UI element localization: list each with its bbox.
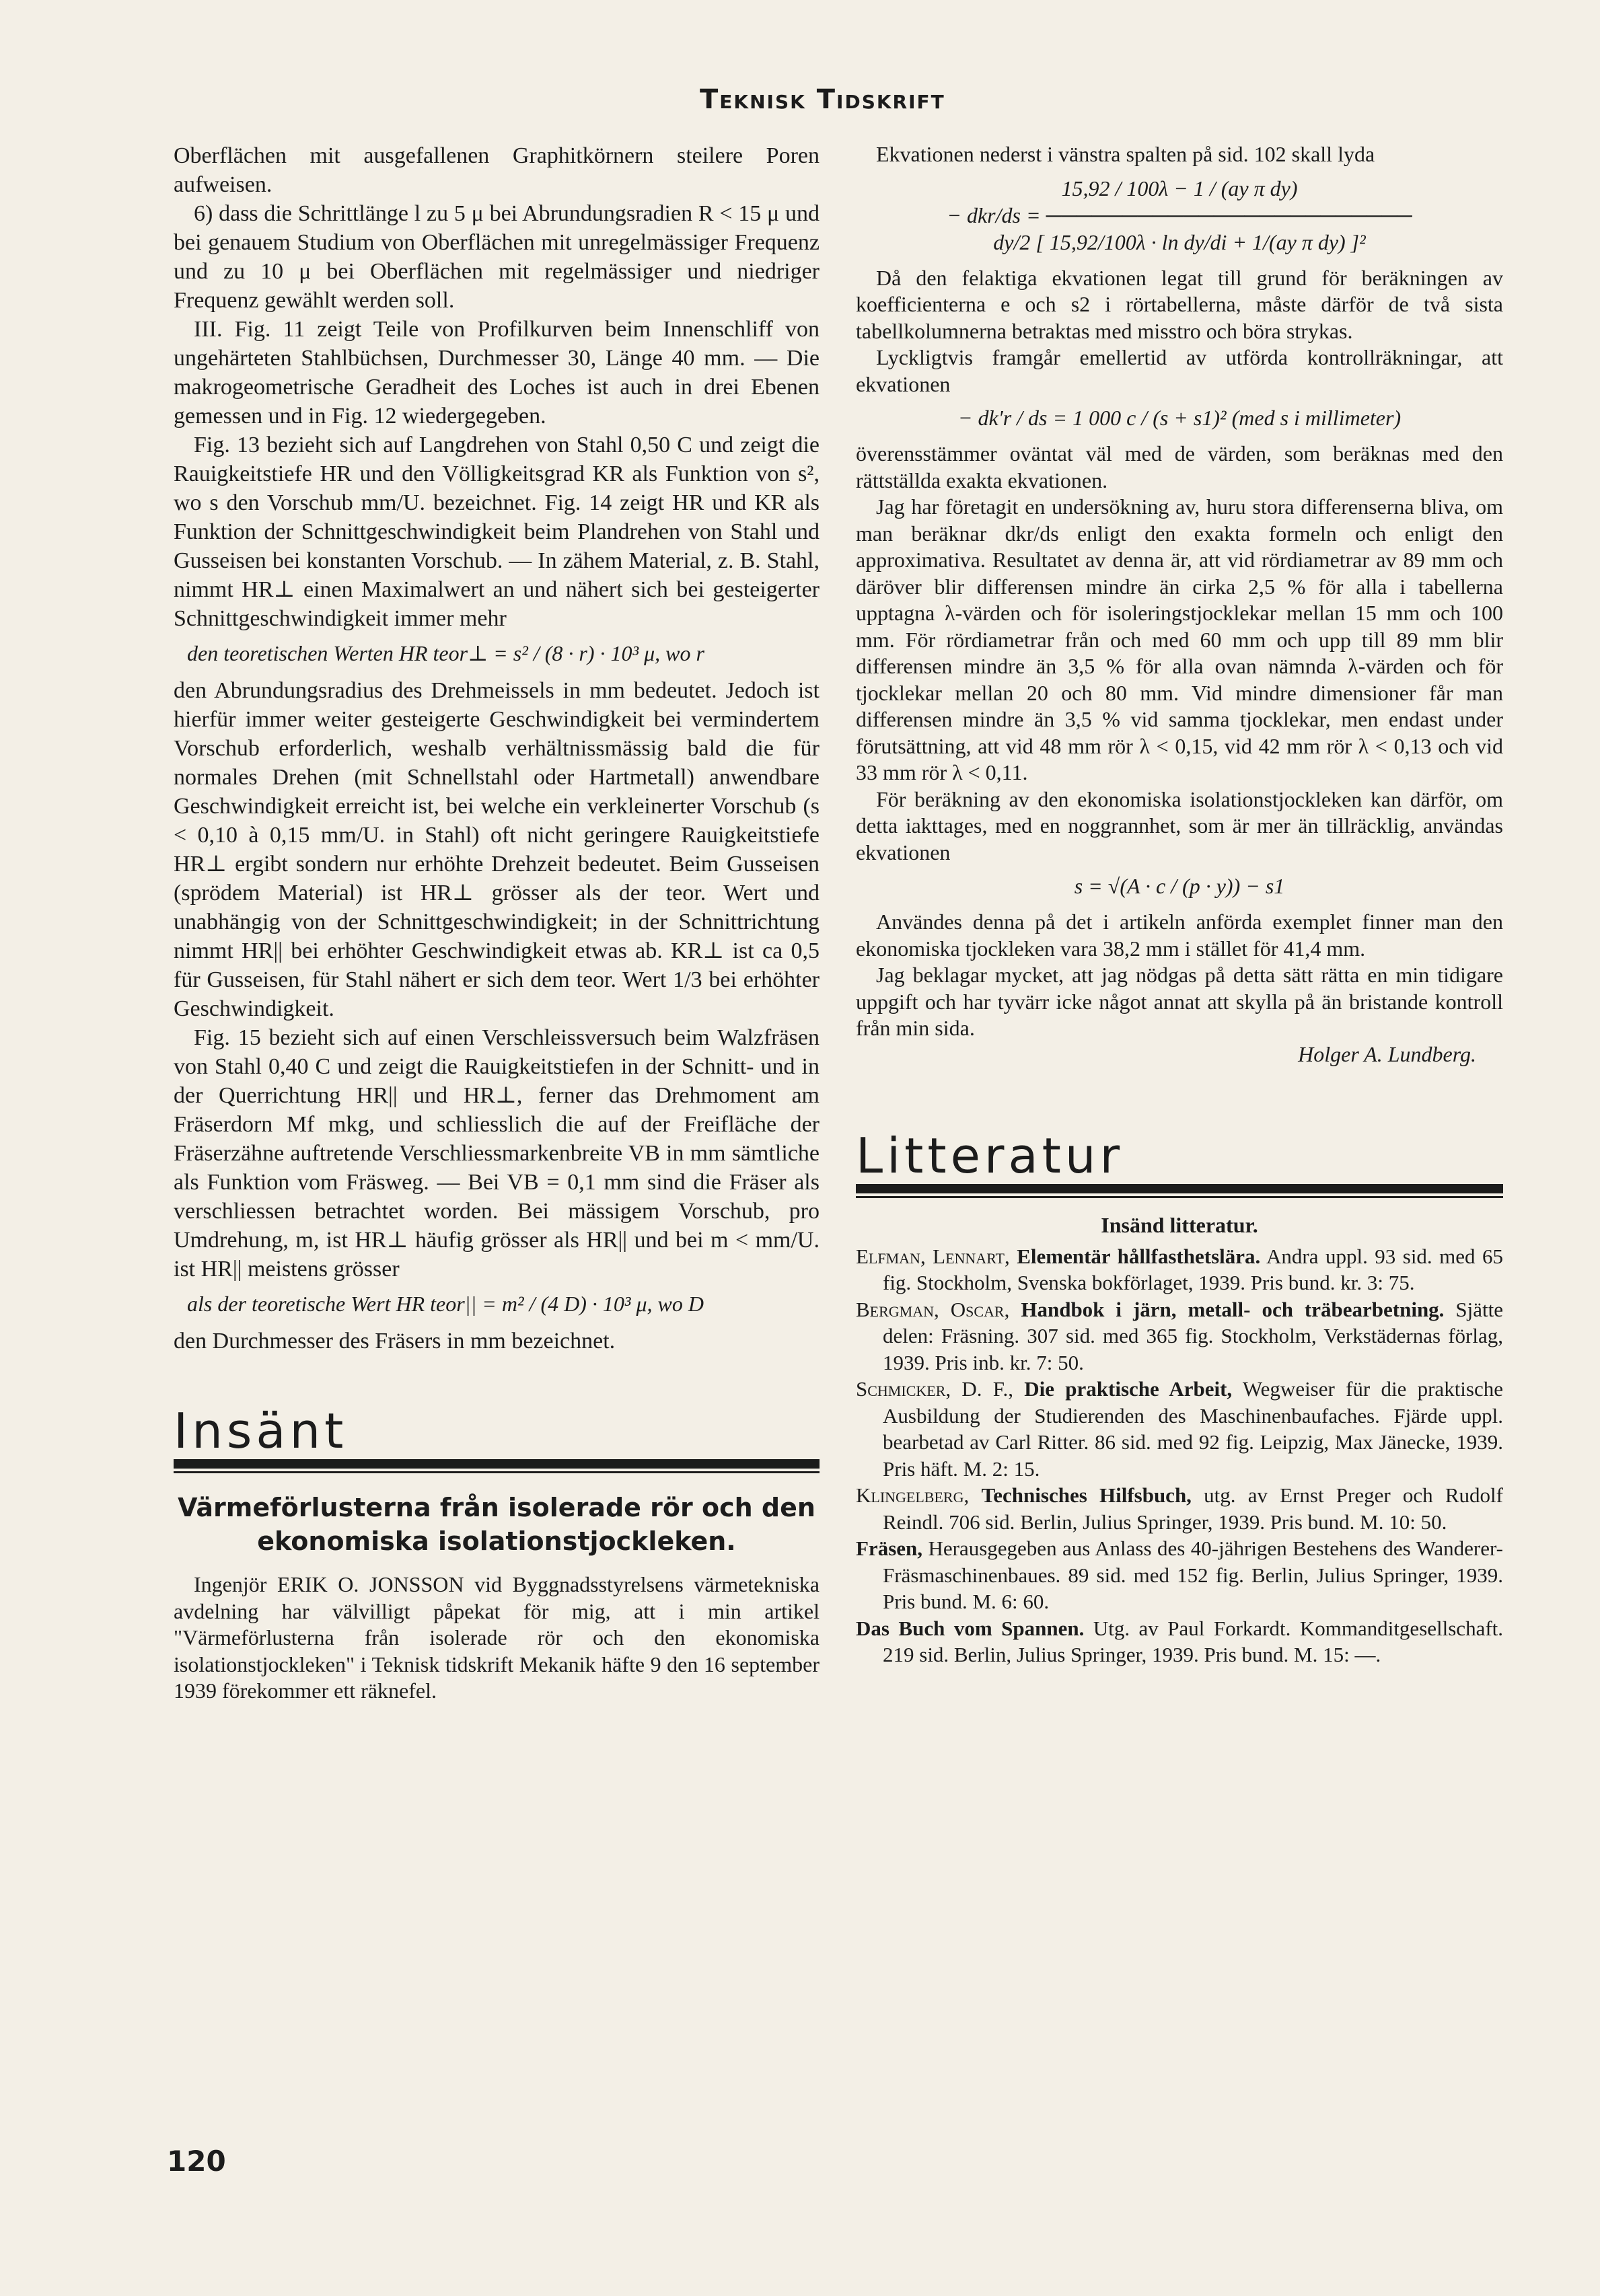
equation: − dk′r / ds = 1 000 c / (s + s1)² (med s i millimeter): [957, 406, 1402, 430]
paragraph: III. Fig. 11 zeigt Teile von Profilkurven beim Innenschliff von ungehärteten Stahlbüchsen, Durchmesser 30, Länge 40 mm. — Die makrogeometrische Geradheit des Loches ist auch in drei Ebenen gemessen und in Fig. 12 wiedergegeben.: [174, 317, 820, 429]
literature-details: Utg. av Paul Forkardt. Kommanditgesellschaft. 219 sid. Berlin, Julius Springer, 1939. Pris bund. M. 15: —.: [883, 1616, 1504, 1666]
literature-author: Klingelberg,: [856, 1483, 970, 1507]
equation-line: − dkr/ds = ────────────────────────: [947, 202, 1412, 227]
section-rule-thin: [856, 1196, 1503, 1198]
signature: Holger A. Lundberg.: [1298, 1041, 1476, 1066]
literature-entry: [856, 1615, 1503, 1668]
literature-title: Handbok i järn, metall- och träbearbetning.: [1021, 1297, 1445, 1321]
literature-title: Technisches Hilfsbuch,: [981, 1483, 1192, 1507]
section-rule: [174, 1459, 820, 1469]
literature-title: Elementär hållfasthetslära.: [1017, 1244, 1261, 1268]
literature-title: Das Buch vom Spannen.: [856, 1616, 1085, 1640]
literature-entry: [856, 1243, 1503, 1296]
literature-details: Sjätte delen: Fräsning. 307 sid. med 365 fig. Stockholm, Verkstädernas förlag, 1939. Pris inb. kr. 7: 50.: [883, 1297, 1504, 1374]
sub-heading: Insänd litteratur.: [1101, 1212, 1258, 1237]
section-rule-thin: [174, 1471, 820, 1473]
paragraph: den Abrundungsradius des Drehmeissels in mm bedeutet. Jedoch ist hierfür immer weiter gesteigerte Geschwindigkeit bei vermindertem Vorschub erforderlich, weshalb verhältnissmässig bald die für normales Drehen (mit Schnellstahl oder Hartmetall) anwendbare Geschwindigkeit erreicht ist, bei welche ein verkleinerter Vorschub (s < 0,10 à 0,15 mm/U. in Stahl) oft nicht geringere Rauigkeitstiefe HR⊥ ergibt sondern nur erhöhte Drehzeit bedeutet. Beim Gusseisen (sprödem Material) ist HR⊥ grösser als der teor. Wert und unabhängig von der Schnittgeschwindigkeit; in der Schnittrichtung nimmt HR|| bei erhöhter Geschwindigkeit etwas ab. KR⊥ ist ca 0,5 für Gusseisen, für Stahl nähert er sich dem teor. Wert 1/3 bei erhöhter Geschwindigkeit.: [174, 678, 820, 1021]
literature-title: Die praktische Arbeit,: [1024, 1377, 1233, 1401]
paragraph: den Durchmesser des Fräsers in mm bezeichnet.: [174, 1329, 616, 1354]
literature-entry: [856, 1535, 1503, 1615]
literature-details: Wegweiser für die praktische Ausbildung der Studierenden des Maschinenbaufaches. Fjärde uppl. bearbetad av Carl Ritter. 86 sid. med 92 fig. Leipzig, Max Jänecke, 1939. Pris häft. M. 2: 15.: [883, 1377, 1504, 1481]
paragraph: överensstämmer oväntat väl med de värden, som beräknas med den rättställda exakta ekvationen.: [856, 441, 1503, 492]
paragraph: För beräkning av den ekonomiska isolationstjockleken kan därför, om detta iakttages, med en noggrannhet, som är mer än tillräcklig, användas ekvationen: [856, 786, 1503, 864]
paragraph: Användes denna på det i artikeln anförda exemplet finner man den ekonomiska tjockleken vara 38,2 mm i stället för 41,4 mm.: [856, 910, 1503, 961]
literature-details: Herausgegeben aus Anlass des 40-jährigen Bestehens des Wanderer-Fräsmaschinenbaues. 89 sid. med 152 fig. Berlin, Julius Springer, 1939. Pris bund. M. 6: 60.: [883, 1536, 1503, 1613]
paragraph: Lyckligtvis framgår emellertid av utförda kontrollräkningar, att ekvationen: [856, 345, 1503, 396]
literature-author: Bergman, Oscar,: [856, 1297, 1010, 1321]
paragraph: Oberflächen mit ausgefallenen Graphitkörnern steilere Poren aufweisen.: [174, 143, 820, 197]
equation-line: 15,92 / 100λ − 1 / (ay π dy): [1061, 176, 1298, 200]
paragraph: Ingenjör ERIK O. JONSSON vid Byggnadsstyrelsens värmetekniska avdelning har välvilligt påpekat för mig, att i min artikel "Värmeförlusterna från isolerade rör och den ekonomiska isolationstjockleken" i Teknisk tidskrift Mekanik häfte 9 den 16 september 1939 förekommer ett räknefel.: [174, 1572, 820, 1703]
paragraph: Jag beklagar mycket, att jag nödgas på detta sätt rätta en min tidigare uppgift och har tyvärr icke något annat att skylla på än bristande kontroll från min sida.: [856, 963, 1503, 1040]
literature-entry: [856, 1482, 1503, 1535]
paragraph: Fig. 15 bezieht sich auf einen Verschleissversuch beim Walzfräsen von Stahl 0,40 C und zeigt die Rauigkeitstiefen in der Schnitt- und in der Querrichtung HR|| und HR⊥, ferner das Drehmoment am Fräserdorn Mf mkg, und schliesslich die auf der Freifläche der Fräserzähne auftretende Verschliessmarkenbreite VB in mm sämtliche als Funktion vom Fräsweg. — Bei VB = 0,1 mm sind die Fräser als verschliessen betrachtet worden. Bei mässigem Vorschub, pro Umdrehung, m, ist HR⊥ häufig grösser als HR|| und bei m < mm/U. ist HR|| meistens grösser: [174, 1025, 820, 1282]
paragraph: Ekvationen nederst i vänstra spalten på sid. 102 skall lyda: [876, 142, 1375, 166]
paragraph: 6) dass die Schrittlänge l zu 5 μ bei Abrundungsradien R < 15 μ und bei genauem Studium von Oberflächen mit unregelmässiger Frequenz und zu 10 μ bei Oberflächen mit regelmässiger und niedriger Frequenz gewählt werden soll.: [174, 201, 820, 313]
literature-details: utg. av Ernst Preger och Rudolf Reindl. 706 sid. Berlin, Julius Springer, 1939. Pris bund. M. 10: 50.: [883, 1483, 1503, 1534]
section-rule: [856, 1184, 1503, 1193]
section-heading-litteratur: Litteratur: [856, 1127, 1124, 1184]
equation-line: dy/2 [ 15,92/100λ · ln dy/di + 1/(ay π dy) ]²: [993, 229, 1366, 254]
paragraph: Jag har företagit en undersökning av, huru stora differenserna bliva, om man beräknar dkr/ds enligt den exakta formeln och enligt den approximativa. Resultatet av denna är, att vid rördiametrar av 89 mm och däröver blir differensen mindre än cirka 2,5 % för alla i tabellerna upptagna λ-värden och för isoleringstjocklekar mellan 15 mm och 100 mm. För rördiametrar från och med 60 mm och upp till 89 mm blir differensen mindre än 3,5 % för alla ovan nämnda λ-värden och för tjocklekar mellan 20 och 80 mm. Vid mindre dimensioner får man differensen mindre än 3,5 % vid samma tjocklekar, men endast under förutsättning, att vid 48 mm rör λ < 0,15, vid 42 mm rör λ < 0,13 och vid 33 mm rör λ < 0,11.: [856, 494, 1503, 784]
paragraph: Fig. 13 bezieht sich auf Langdrehen von Stahl 0,50 C und zeigt die Rauigkeitstiefe HR und den Völligkeitsgrad KR als Funktion von s², wo s den Vorschub mm/U. bezeichnet. Fig. 14 zeigt HR und KR als Funktion der Schnittgeschwindigkeit beim Plandrehen von Stahl und Gusseisen bei konstanten Vorschub. — In zähem Material, z. B. Stahl, nimmt HR⊥ einen Maximalwert an und nähert sich bei gesteigerter Schnittgeschwindigkeit immer mehr: [174, 433, 820, 631]
right-column: [856, 141, 1503, 1668]
running-header: Teknisk Tidskrift: [700, 84, 945, 115]
equation: den teoretischen Werten HR teor⊥ = s² / (8 · r) · 10³ μ, wo r: [187, 641, 704, 665]
literature-entry: [856, 1296, 1503, 1376]
page-number: 120: [167, 2145, 226, 2178]
section-heading-insant: Insänt: [174, 1403, 348, 1459]
literature-entry: [856, 1376, 1503, 1482]
paragraph: Då den felaktiga ekvationen legat till grund för beräkningen av koefficienterna e och s2 i rörtabellerna, måste därför de två sista tabellkolumnerna betraktas med misstro och böra strykas.: [856, 265, 1503, 343]
left-column: [174, 141, 820, 1705]
article-title: Värmeförlusterna från isolerade rör och den ekonomiska isolationstjockleken.: [178, 1493, 815, 1556]
literature-details: Andra uppl. 93 sid. med 65 fig. Stockholm, Svenska bokförlaget, 1939. Pris bund. kr. 3: 75.: [883, 1244, 1503, 1294]
equation: als der teoretische Wert HR teor|| = m² / (4 D) · 10³ μ, wo D: [187, 1292, 704, 1316]
literature-author: Elfman, Lennart,: [856, 1244, 1010, 1268]
equation: s = √(A · c / (p · y)) − s1: [1074, 874, 1285, 898]
literature-title: Fräsen,: [856, 1536, 923, 1560]
literature-author: Schmicker, D. F.,: [856, 1377, 1014, 1401]
equation: [856, 175, 1503, 256]
literature-list: [856, 1243, 1503, 1668]
